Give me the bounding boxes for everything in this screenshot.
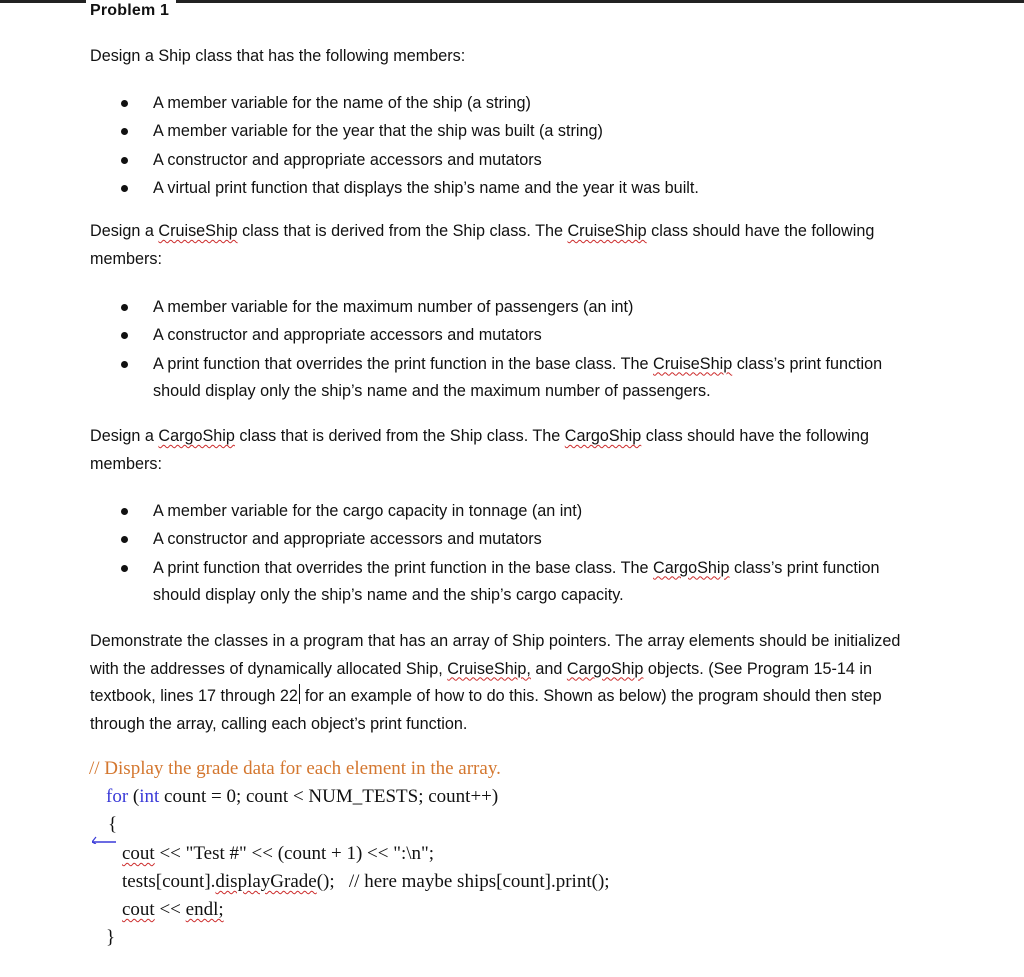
spell-check-word: displayGrade <box>215 871 317 892</box>
bullet-icon <box>121 304 128 311</box>
spell-check-word: CruiseShip <box>158 222 238 240</box>
spell-check-word: CruiseShip, <box>447 659 531 678</box>
list-item: A virtual print function that displays the ship’s name and the year it was built. <box>0 174 933 202</box>
code-brace-close: } <box>106 927 116 948</box>
spell-check-word: CruiseShip <box>567 222 647 240</box>
bullet-icon <box>121 185 128 192</box>
intro-paragraph: Design a Ship class that has the following members: <box>90 47 466 65</box>
list-item: A constructor and appropriate accessors and mutators <box>0 321 933 349</box>
spell-check-word: CargoShip <box>564 427 642 445</box>
spell-check-word: cout <box>122 899 155 920</box>
list-item: A print function that overrides the print function in the base class. The CruiseShip class’s print function should display only the ship’s name and the maximum number of passengers. <box>0 350 913 406</box>
list-item: A member variable for the maximum number of passengers (an int) <box>0 293 933 321</box>
bullet-icon <box>121 536 128 543</box>
code-brace-open: { <box>108 814 118 835</box>
list-item: A constructor and appropriate accessors and mutators <box>0 525 933 553</box>
cruise-members-list <box>0 293 1024 406</box>
spell-check-word: endl; <box>185 899 224 920</box>
int-keyword: int <box>139 786 160 807</box>
bullet-icon <box>121 157 128 164</box>
cruise-intro-paragraph: Design a CruiseShip class that is derived from the Ship class. The CruiseShip class should have the following members: <box>90 222 875 268</box>
bullet-icon <box>121 128 128 135</box>
list-item: A member variable for the name of the ship (a string) <box>0 89 933 117</box>
cargo-intro-paragraph: Design a CargoShip class that is derived from the Ship class. The CargoShip class should have the following members: <box>90 427 869 473</box>
problem-title: Problem 1 <box>90 2 170 19</box>
spell-check-word: CruiseShip <box>653 354 733 373</box>
list-item: A member variable for the cargo capacity in tonnage (an int) <box>0 497 933 525</box>
paragraph-mark-icon <box>92 834 116 844</box>
bullet-icon <box>121 100 128 107</box>
for-keyword: for <box>106 786 129 807</box>
code-line-endl: cout << endl; <box>122 899 224 920</box>
demo-paragraph: Demonstrate the classes in a program that has an array of Ship pointers. The array elements should be initialized with the addresses of dynamically allocated Ship, CruiseShip, and CargoShip objects. (See Program 15-14 in textbook, lines 17 through 22 for an example of how to do this. Shown as below) the program should then step through the array, calling each object’s print function. <box>90 632 901 733</box>
spell-check-word: CargoShip <box>158 427 235 445</box>
spell-check-word: CargoShip <box>653 558 730 577</box>
cargo-members-list <box>0 497 1024 610</box>
bullet-icon <box>121 565 128 572</box>
bullet-icon <box>121 508 128 515</box>
spell-check-word: CargoShip <box>566 659 644 678</box>
code-comment: // Display the grade data for each element in the array. <box>89 758 501 779</box>
list-item: A member variable for the year that the ship was built (a string) <box>0 117 933 145</box>
spell-check-word: cout <box>122 843 155 864</box>
code-line-cout: cout << "Test #" << (count + 1) << ":\n"; <box>122 843 435 864</box>
list-item: A constructor and appropriate accessors and mutators <box>0 146 933 174</box>
code-line-display: tests[count].displayGrade(); // here maybe ships[count].print(); <box>122 871 610 892</box>
bullet-icon <box>121 361 128 368</box>
code-for-line: for (int count = 0; count < NUM_TESTS; count++) <box>106 786 499 807</box>
bullet-icon <box>121 332 128 339</box>
ship-members-list <box>0 89 1024 202</box>
list-item: A print function that overrides the print function in the base class. The CargoShip class’s print function should display only the ship’s name and the ship’s cargo capacity. <box>0 554 913 610</box>
